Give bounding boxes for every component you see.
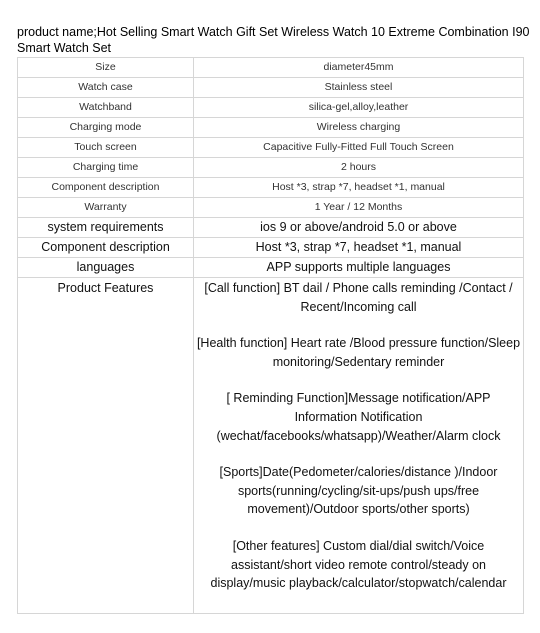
spec-value: Wireless charging xyxy=(194,118,524,138)
table-row xyxy=(18,158,524,178)
table-row xyxy=(18,198,524,218)
feature-other: [Other features] Custom dial/dial switch/Voice assistant/short video remote control/steady on display/music playback/calculator/stopwatch/calendar xyxy=(210,538,507,591)
feature-call: [Call function] BT dail / Phone calls reminding /Contact / Recent/Incoming call xyxy=(204,281,513,314)
spec-table xyxy=(17,57,524,614)
spec-label: Warranty xyxy=(18,198,194,218)
spec-value: APP supports multiple languages xyxy=(194,258,524,278)
table-row xyxy=(18,218,524,238)
product-title: product name;Hot Selling Smart Watch Gift Set Wireless Watch 10 Extreme Combination I90 Smart Watch Set xyxy=(17,25,530,55)
spec-label: Watchband xyxy=(18,98,194,118)
spec-value: Stainless steel xyxy=(194,78,524,98)
spec-label: Component description xyxy=(18,238,194,258)
spec-value: 2 hours xyxy=(194,158,524,178)
spec-value: silica-gel,alloy,leather xyxy=(194,98,524,118)
features-label: Product Features xyxy=(18,278,194,614)
table-row xyxy=(18,78,524,98)
feature-health: [Health function] Heart rate /Blood pressure function/Sleep monitoring/Sedentary reminder xyxy=(196,336,521,369)
spec-label: Charging mode xyxy=(18,118,194,138)
feature-sports: [Sports]Date(Pedometer/calories/distance )/Indoor sports(running/cycling/sit-ups/push ups/free movement)/Outdoor sports/other sports) xyxy=(219,465,498,517)
table-row xyxy=(18,238,524,258)
spec-label: Touch screen xyxy=(18,138,194,158)
spec-label: Component description xyxy=(18,178,194,198)
spec-label: system requirements xyxy=(18,218,194,238)
spec-value: Capacitive Fully-Fitted Full Touch Screen xyxy=(194,138,524,158)
table-row xyxy=(18,258,524,278)
features-list xyxy=(194,278,524,614)
spec-label: Size xyxy=(18,58,194,78)
table-row xyxy=(18,118,524,138)
spec-label: Watch case xyxy=(18,78,194,98)
feature-reminding: [ Reminding Function]Message notification/APP Information Notification (wechat/facebooks/whatsapp)/Weather/Alarm clock xyxy=(216,391,501,443)
spec-value: 1 Year / 12 Months xyxy=(194,198,524,218)
spec-label: languages xyxy=(18,258,194,278)
table-row xyxy=(18,58,524,78)
spec-value: Host *3, strap *7, headset *1, manual xyxy=(194,238,524,258)
spec-value: ios 9 or above/android 5.0 or above xyxy=(194,218,524,238)
spec-value: Host *3, strap *7, headset *1, manual xyxy=(194,178,524,198)
table-row xyxy=(18,138,524,158)
spec-value: diameter45mm xyxy=(194,58,524,78)
spec-label: Charging time xyxy=(18,158,194,178)
features-row xyxy=(18,278,524,614)
table-row xyxy=(18,98,524,118)
table-row xyxy=(18,178,524,198)
